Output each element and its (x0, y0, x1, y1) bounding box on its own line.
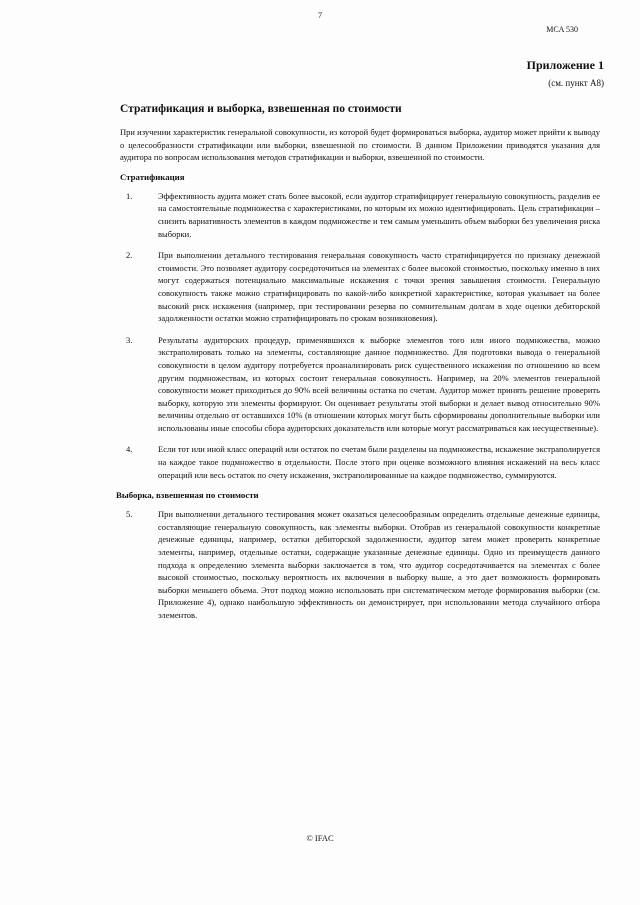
appendix-reference: (см. пункт А8) (548, 78, 604, 88)
item-number: 3. (126, 334, 133, 345)
document-body (116, 103, 600, 631)
footer-copyright: © IFAC (306, 833, 334, 843)
item-text: Если тот или иной класс операций или остаток по счетам были разделены на подмножества, искажение экстраполируется на каждое такое подмножество в отдельности. После этого при оценке возможного влияния искажений на весь класс операций или весь остаток по счету искажения, экстраполированные на каждое подмножество, суммируются. (158, 444, 600, 480)
section-heading-value-weighted: Выборка, взвешенная по стоимости (116, 490, 259, 501)
document-code: MCA 530 (546, 25, 578, 34)
page-number: 7 (318, 11, 322, 20)
item-text: Результаты аудиторских процедур, применявшихся к выборке элементов того или иного подмножества, можно экстраполировать только на элементы, составляющие данное подмножество. Для подготовки вывода о генеральной совокупности в целом аудитору потребуется проанализировать риск существенного искажения по отношению ко всем другим подмножествам, из которых состоит генеральная совокупность. Например, на 20% элементов генеральной совокупности может приходиться до 90% всей величины остатка по счетам. Аудитор может принять решение проверить выборку, которую эти элементы формируют. Он оценивает результаты этой выборки и делает вывод относительно 90% величины отдельно от оставшихся 10% (в отношении которых могут быть сформированы дополнительные выборки или использованы иные способы сбора аудиторских доказательств или которые могут рассматриваться как несущественные). (158, 334, 600, 433)
main-heading: Стратификация и выборка, взвешенная по стоимости (120, 103, 402, 115)
list-item (120, 334, 600, 435)
list-item (120, 443, 600, 481)
section-heading-stratification: Стратификация (120, 171, 185, 182)
item-text: При выполнении детального тестирования может оказаться целесообразным определить отдельные денежные единицы, составляющие генеральную совокупность, как элементы выборки. Отобрав из генеральной совокупности конкретные денежные единицы, например, остатки дебиторской задолженности, аудитор затем может проверить конкретные элементы, например, отдельные остатки, содержащие указанные денежные единицы. Одно из преимуществ данного подхода к определению элемента выборки заключается в том, что аудитор сосредотачивается на элементах с более высокой стоимостью, поскольку вероятность их включения в выборку выше, а это дает возможность формировать выборки меньшего объема. Этот подход можно использовать при систематическом методе формирования выборки (см. Приложение 4), однако наибольшую эффективность он демонстрирует, при использовании метода случайного отбора элементов. (158, 509, 600, 620)
list-item (120, 508, 600, 621)
item-number: 4. (126, 444, 133, 455)
list-item (120, 249, 600, 325)
item-text: Эффективность аудита может стать более высокой, если аудитор стратифицирует генеральную совокупность, разделив ее на самостоятельные подмножества с характеристиками, по которым их можно идентифицировать. Цель стратификации – снизить вариативность элементов в каждом подмножестве и тем самым уменьшить объем выборки без увеличения риска выборки. (158, 190, 600, 239)
item-text: При выполнении детального тестирования генеральная совокупность часто стратифицируется по признаку денежной стоимости. Это позволяет аудитору сосредоточиться на элементах с более высокой стоимостью, поскольку именно в них могут содержаться потенциально максимальные искажения с точки зрения завышения стоимости. Генеральную совокупность также можно стратифицировать по какой-либо конкретной характеристике, которая указывает на более высокий риск искажения (например, при тестировании резерва по сомнительным долгам в ходе оценки дебиторской задолженности остатки можно стратифицировать по срокам возникновения). (158, 250, 600, 324)
item-number: 1. (126, 190, 133, 201)
list-item (120, 190, 600, 240)
appendix-title: Приложение 1 (526, 58, 604, 72)
intro-paragraph: При изучении характеристик генеральной совокупности, из которой будет формироваться выборка, аудитор может прийти к выводу о целесообразности стратификации или выборки, взвешенной по стоимости. В данном Приложении приводятся указания для аудитора по вопросам использования методов стратификации и выборки, взвешенной по стоимости. (120, 127, 600, 163)
item-number: 5. (126, 509, 133, 520)
item-number: 2. (126, 250, 133, 261)
